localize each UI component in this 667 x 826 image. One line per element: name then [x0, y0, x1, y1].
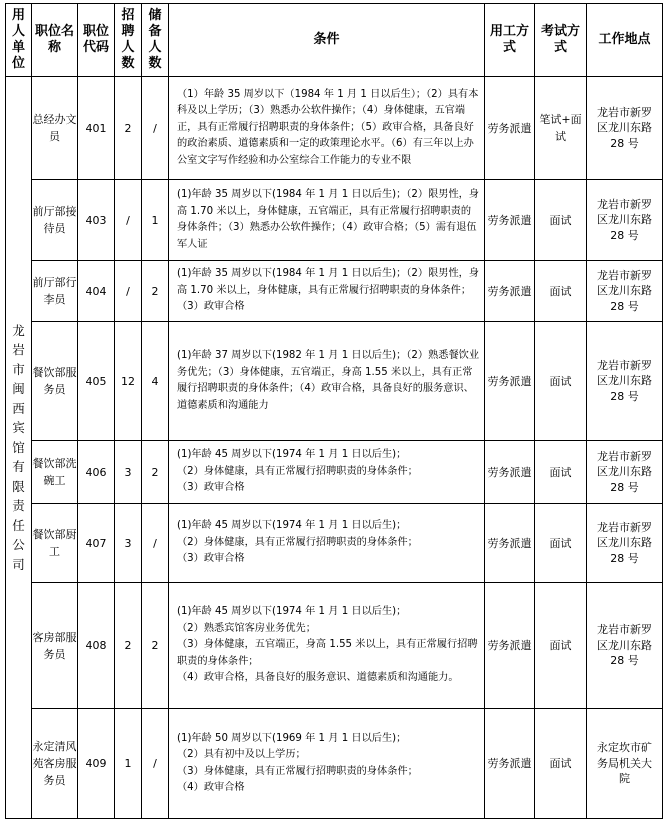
condition-text: （4）政审合格，具备良好的服务意识、道德素质和沟通能力。 — [177, 672, 459, 684]
conditions-cell — [169, 441, 485, 504]
position-name: 总经办文员 — [32, 77, 78, 180]
exam-method: 面试 — [535, 583, 587, 709]
condition-text: (1)年龄 35 周岁以下(1984 年 1 月 1 日以后生)；（2）限男性，身高 1.70 米以上，身体健康，具有正常履行招聘职责的身体条件；（3）政审合格 — [177, 268, 480, 313]
position-code: 409 — [78, 709, 115, 819]
header-position-code: 职位代码 — [78, 4, 115, 77]
exam-method: 面试 — [535, 322, 587, 441]
reserve-count: 2 — [142, 441, 169, 504]
work-location: 龙岩市新罗区龙川东路 28 号 — [587, 441, 663, 504]
employment-type: 劳务派遣 — [485, 261, 535, 322]
header-unit: 用人单位 — [6, 4, 32, 77]
table-row — [6, 709, 663, 819]
recruit-count: 2 — [115, 77, 142, 180]
work-location: 龙岩市新罗区龙川东路 28 号 — [587, 583, 663, 709]
work-location: 龙岩市新罗区龙川东路 28 号 — [587, 180, 663, 261]
condition-text: （3）身体健康，具有正常履行招聘职责的身体条件； — [177, 765, 418, 777]
work-location: 龙岩市新罗区龙川东路 28 号 — [587, 77, 663, 180]
condition-text: （2）身体健康，具有正常履行招聘职责的身体条件； — [177, 536, 418, 548]
employment-type: 劳务派遣 — [485, 504, 535, 583]
condition-text: （3）政审合格 — [177, 482, 245, 494]
reserve-count: 2 — [142, 261, 169, 322]
reserve-count: / — [142, 504, 169, 583]
recruit-count: 3 — [115, 504, 142, 583]
work-location: 龙岩市新罗区龙川东路 28 号 — [587, 504, 663, 583]
reserve-count: 1 — [142, 180, 169, 261]
condition-text: （4）政审合格 — [177, 782, 245, 793]
recruit-count: 12 — [115, 322, 142, 441]
conditions-cell — [169, 77, 485, 180]
conditions-cell — [169, 709, 485, 819]
position-code: 408 — [78, 583, 115, 709]
position-code: 404 — [78, 261, 115, 322]
recruit-count: / — [115, 261, 142, 322]
position-name: 餐饮部厨工 — [32, 504, 78, 583]
condition-text: （2）具有初中及以上学历； — [177, 749, 306, 760]
reserve-count: / — [142, 77, 169, 180]
conditions-cell — [169, 180, 485, 261]
header-conditions: 条件 — [169, 4, 485, 77]
condition-text: （3）政审合格 — [177, 553, 245, 565]
conditions-cell — [169, 504, 485, 583]
recruit-count: / — [115, 180, 142, 261]
position-code: 405 — [78, 322, 115, 441]
employment-type: 劳务派遣 — [485, 709, 535, 819]
header-recruit-count: 招聘人数 — [115, 4, 142, 77]
exam-method: 笔试+面试 — [535, 77, 587, 180]
position-name: 餐饮部洗碗工 — [32, 441, 78, 504]
table-row — [6, 261, 663, 322]
condition-text: （2）熟悉宾馆客房业务优先； — [177, 622, 316, 634]
position-name: 客房部服务员 — [32, 583, 78, 709]
employment-type: 劳务派遣 — [485, 583, 535, 709]
position-code: 401 — [78, 77, 115, 180]
position-name: 前厅部行李员 — [32, 261, 78, 322]
employment-type: 劳务派遣 — [485, 180, 535, 261]
header-row — [6, 4, 663, 77]
header-reserve-count: 储备人数 — [142, 4, 169, 77]
condition-text: (1)年龄 45 周岁以下(1974 年 1 月 1 日以后生)； — [177, 520, 407, 532]
reserve-count: 2 — [142, 583, 169, 709]
header-work-location: 工作地点 — [587, 4, 663, 77]
recruit-count: 3 — [115, 441, 142, 504]
recruitment-table — [5, 3, 663, 819]
employment-type: 劳务派遣 — [485, 441, 535, 504]
conditions-cell — [169, 261, 485, 322]
table-row — [6, 180, 663, 261]
table-row — [6, 504, 663, 583]
exam-method: 面试 — [535, 441, 587, 504]
header-exam-method: 考试方式 — [535, 4, 587, 77]
unit-name-cell: 龙岩市闽西宾馆有限责任公司 — [6, 77, 32, 819]
condition-text: （3）身体健康，五官端正，身高 1.55 米以上，具有正常履行招聘职责的身体条件； — [177, 639, 478, 667]
table-row — [6, 77, 663, 180]
exam-method: 面试 — [535, 709, 587, 819]
table-row — [6, 322, 663, 441]
position-code: 407 — [78, 504, 115, 583]
conditions-cell — [169, 322, 485, 441]
condition-text: (1)年龄 45 周岁以下(1974 年 1 月 1 日以后生)； — [177, 449, 407, 461]
recruit-count: 1 — [115, 709, 142, 819]
condition-text: (1)年龄 35 周岁以下(1984 年 1 月 1 日以后生)；（2）限男性，身高 1.70 米以上，身体健康，五官端正，具有正常履行招聘职责的身体条件；（3）熟悉办公软件操作；（4）政审合格；（5）需有退伍军人证 — [177, 189, 480, 250]
reserve-count: / — [142, 709, 169, 819]
work-location: 龙岩市新罗区龙川东路 28 号 — [587, 261, 663, 322]
work-location: 龙岩市新罗区龙川东路 28 号 — [587, 322, 663, 441]
conditions-cell — [169, 583, 485, 709]
position-code: 406 — [78, 441, 115, 504]
employment-type: 劳务派遣 — [485, 322, 535, 441]
position-name: 前厅部接待员 — [32, 180, 78, 261]
position-name: 餐饮部服务员 — [32, 322, 78, 441]
employment-type: 劳务派遣 — [485, 77, 535, 180]
recruit-count: 2 — [115, 583, 142, 709]
condition-text: （1）年龄 35 周岁以下（1984 年 1 月 1 日以后生）；（2）具有本科及以上学历；（3）熟悉办公软件操作；（4）身体健康，五官端正，具有正常履行招聘职责的身体条件；（5）政审合格，具备良好的政治素质、道德素质和一定的政策理论水平。（6）有三年以上办公室文字写作经验和办公室综合工作能力的专业不限 — [177, 88, 479, 166]
position-code: 403 — [78, 180, 115, 261]
condition-text: （2）身体健康，具有正常履行招聘职责的身体条件； — [177, 465, 418, 477]
condition-text: (1)年龄 37 周岁以下(1982 年 1 月 1 日以后生)；（2）熟悉餐饮业务优先；（3）身体健康，五官端正，身高 1.55 米以上，具有正常履行招聘职责的身体条件；（4）政审合格，具备良好的服务意识、道德素质和沟通能力 — [177, 350, 480, 411]
position-name: 永定清风苑客房服务员 — [32, 709, 78, 819]
condition-text: (1)年龄 45 周岁以下(1974 年 1 月 1 日以后生)； — [177, 606, 407, 618]
header-position-name: 职位名称 — [32, 4, 78, 77]
exam-method: 面试 — [535, 180, 587, 261]
table-row — [6, 441, 663, 504]
exam-method: 面试 — [535, 261, 587, 322]
reserve-count: 4 — [142, 322, 169, 441]
work-location: 永定坎市矿务局机关大院 — [587, 709, 663, 819]
header-employment-type: 用工方式 — [485, 4, 535, 77]
table-row — [6, 583, 663, 709]
exam-method: 面试 — [535, 504, 587, 583]
condition-text: (1)年龄 50 周岁以下(1969 年 1 月 1 日以后生)； — [177, 732, 407, 744]
